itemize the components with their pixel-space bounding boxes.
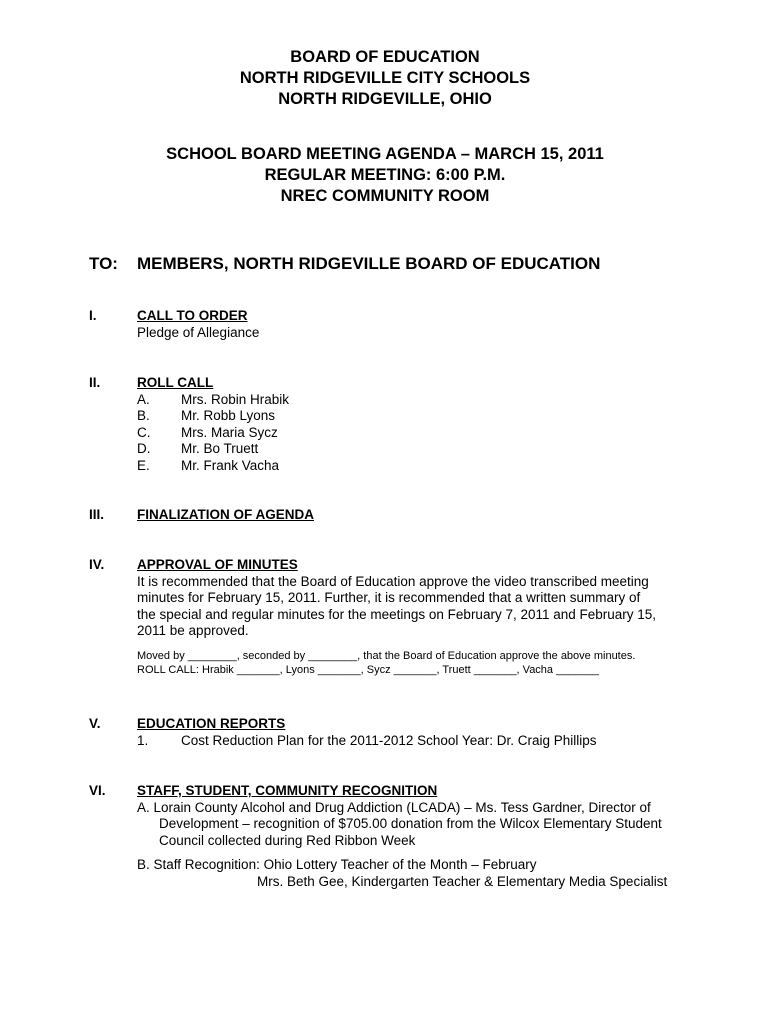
roll-call-item: D. Mr. Bo Truett [137,441,259,456]
recognition-item-a: A. Lorain County Alcohol and Drug Addiction (LCADA) – Ms. Tess Gardner, Director of Development – recognition of $705.00 donation from the Wilcox Elementary Student Council collected during Red Ribbon Week [137,799,662,848]
section-subtext: Pledge of Allegiance [137,324,260,340]
section-number: V. [89,716,101,731]
section-title: STAFF, STUDENT, COMMUNITY RECOGNITION [137,783,438,798]
recognition-item-b-honoree: Mrs. Beth Gee, Kindergarten Teacher & Elementary Media Specialist [257,873,668,889]
to-label: TO: [89,254,118,273]
roll-call-vote-line: ROLL CALL: Hrabik _______, Lyons _______, Sycz _______, Truett _______, Vacha _______ [137,663,599,676]
motion-line: Moved by ________, seconded by ________, that the Board of Education approve the above minutes. [137,649,636,662]
report-item: 1. Cost Reduction Plan for the 2011-2012 School Year: Dr. Craig Phillips [137,732,597,748]
header-line-1: BOARD OF EDUCATION [290,48,480,66]
roll-call-item: E. Mr. Frank Vacha [137,457,280,473]
section-number: I. [89,308,97,323]
section-number: IV. [89,557,105,572]
section-number: III. [89,507,105,522]
section-number: VI. [89,783,106,798]
minutes-text-line: minutes for February 15, 2011. Further, it is recommended that a written summary of [137,590,641,605]
section-title: CALL TO ORDER [137,308,248,323]
header-line-2: NORTH RIDGEVILLE CITY SCHOOLS [239,69,531,87]
to-line [89,254,600,274]
document-header [0,47,770,110]
section-title: EDUCATION REPORTS [137,716,286,731]
roll-call-item: C. Mrs. Maria Sycz [137,424,278,440]
minutes-text-line: It is recommended that the Board of Education approve the video transcribed meeting [137,573,649,589]
recognition-item-b: B. Staff Recognition: Ohio Lottery Teacher of the Month – February [137,857,537,872]
meeting-header [0,144,770,207]
roll-call-item: A. Mrs. Robin Hrabik [137,391,290,407]
minutes-text-line: the special and regular minutes for the meetings on February 7, 2011 and February 15, [137,606,657,622]
section-number: II. [89,375,101,390]
minutes-text-line: 2011 be approved. [137,623,249,638]
header-line-3: NORTH RIDGEVILLE, OHIO [278,90,492,108]
to-text: MEMBERS, NORTH RIDGEVILLE BOARD OF EDUCATION [137,254,601,273]
header-line-4: SCHOOL BOARD MEETING AGENDA – MARCH 15, 2011 [166,145,604,163]
section-title: APPROVAL OF MINUTES [137,557,298,572]
header-line-5: REGULAR MEETING: 6:00 P.M. [264,166,506,184]
section-title: ROLL CALL [137,375,214,390]
header-line-6: NREC COMMUNITY ROOM [280,187,490,205]
roll-call-item: B. Mr. Robb Lyons [137,408,276,423]
section-title: FINALIZATION OF AGENDA [137,507,314,522]
